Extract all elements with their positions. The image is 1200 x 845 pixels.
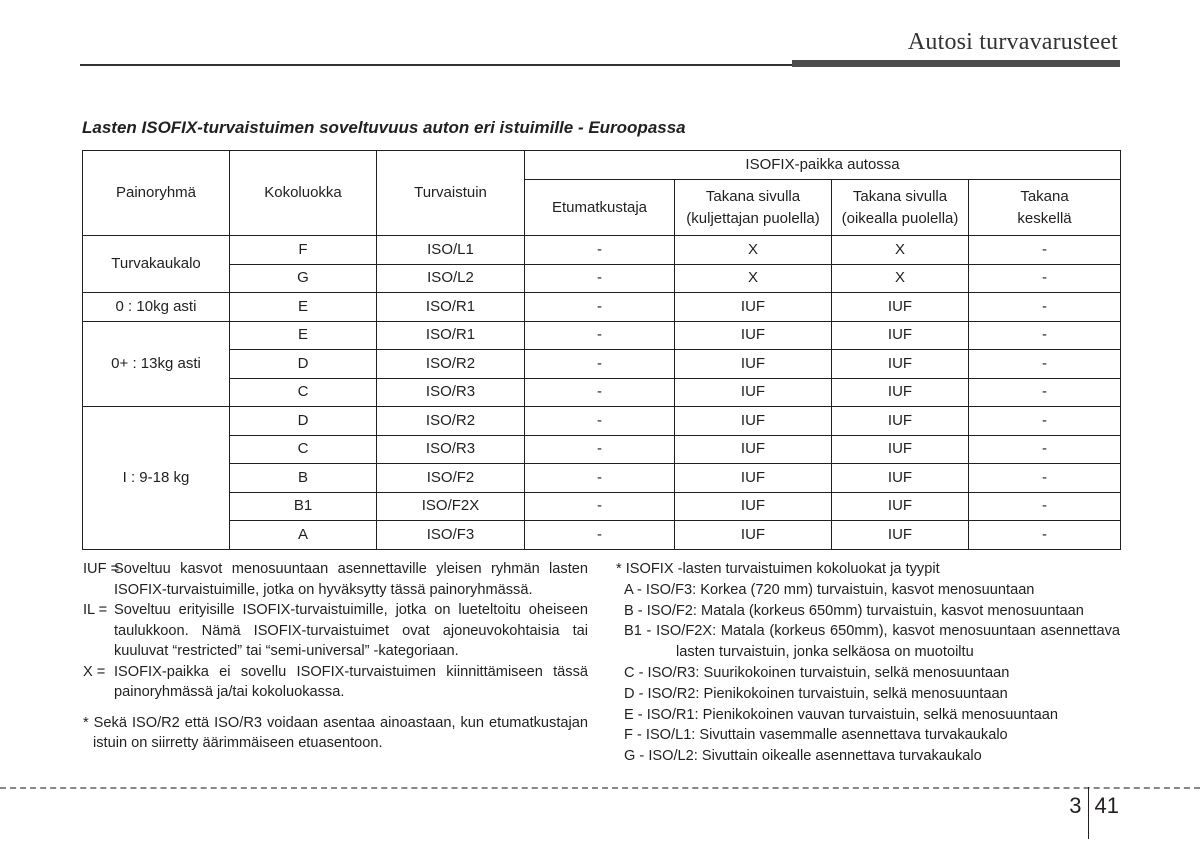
table-cell: ISO/R1 xyxy=(377,321,525,350)
note-text: Soveltuu kasvot menosuuntaan asennettaville yleisen ryhmän lasten ISOFIX-turvaistuimille, jotka on hyväksytty tässä painoryhmässä. xyxy=(114,561,588,598)
table-cell: IUF xyxy=(832,350,969,379)
table-cell: ISO/F2X xyxy=(377,492,525,521)
header-painoryhma: Painoryhmä xyxy=(83,151,230,236)
chapter-number: 3 xyxy=(1069,793,1082,818)
footer-divider xyxy=(0,787,1200,789)
table-row xyxy=(83,378,1121,407)
table-cell: IUF xyxy=(675,350,832,379)
note-key: IUF = xyxy=(83,561,120,577)
table-cell: ISO/R2 xyxy=(377,407,525,436)
table-row xyxy=(83,407,1121,436)
note-key: X = xyxy=(83,663,106,680)
table-cell: IUF xyxy=(832,407,969,436)
table-cell: F xyxy=(230,236,377,265)
table-row xyxy=(83,464,1121,493)
table-row xyxy=(83,521,1121,550)
table-cell: ISO/R2 xyxy=(377,350,525,379)
subheader-isofix-position: Takana sivulla (oikealla puolella) xyxy=(832,180,969,236)
table-cell: IUF xyxy=(832,521,969,550)
table-cell: IUF xyxy=(675,321,832,350)
header-isofix-group: ISOFIX-paikka autossa xyxy=(525,151,1121,180)
size-class-list xyxy=(616,559,1120,767)
table-row xyxy=(83,293,1121,322)
table-cell: - xyxy=(969,321,1121,350)
table-row xyxy=(83,264,1121,293)
page-number-divider xyxy=(1088,787,1089,839)
table-cell: - xyxy=(525,236,675,265)
weight-group-cell: Turvakaukalo xyxy=(83,236,230,293)
table-cell: - xyxy=(525,350,675,379)
subheader-isofix-position: Takana keskellä xyxy=(969,180,1121,236)
table-row xyxy=(83,321,1121,350)
section-title: Lasten ISOFIX-turvaistuimen soveltuvuus auton eri istuimille - Euroopassa xyxy=(82,118,686,137)
legend-notes xyxy=(83,559,588,754)
weight-group-cell: I : 9-18 kg xyxy=(83,407,230,550)
table-cell: C xyxy=(230,378,377,407)
note-footnote: * Sekä ISO/R2 että ISO/R3 voidaan asentaa ainoastaan, kun etumatkustajan istuin on siirretty äärimmäiseen etuasentoon. xyxy=(83,714,588,751)
size-class-item: B - ISO/F2: Matala (korkeus 650mm) turvaistuin, kasvot menosuuntaan xyxy=(624,602,1084,619)
table-cell: X xyxy=(675,236,832,265)
page-number xyxy=(1069,793,1119,839)
header-rule-accent xyxy=(792,60,1120,67)
table-cell: ISO/R3 xyxy=(377,378,525,407)
table-cell: IUF xyxy=(832,293,969,322)
table-cell: C xyxy=(230,435,377,464)
table-cell: IUF xyxy=(675,435,832,464)
table-cell: B xyxy=(230,464,377,493)
table-cell: - xyxy=(969,407,1121,436)
table-cell: X xyxy=(832,236,969,265)
table-cell: IUF xyxy=(675,378,832,407)
size-class-item: D - ISO/R2: Pienikokoinen turvaistuin, selkä menosuuntaan xyxy=(624,685,1008,702)
size-class-item: E - ISO/R1: Pienikokoinen vauvan turvaistuin, selkä menosuuntaan xyxy=(624,706,1059,723)
table-cell: ISO/R1 xyxy=(377,293,525,322)
size-class-item: A - ISO/F3: Korkea (720 mm) turvaistuin, kasvot menosuuntaan xyxy=(624,581,1035,598)
size-class-intro: * ISOFIX -lasten turvaistuimen kokoluokat ja tyypit xyxy=(616,561,940,577)
header-turvaistuin: Turvaistuin xyxy=(377,151,525,236)
table-cell: ISO/F2 xyxy=(377,464,525,493)
table-cell: IUF xyxy=(832,492,969,521)
table-cell: B1 xyxy=(230,492,377,521)
table-cell: D xyxy=(230,407,377,436)
table-cell: - xyxy=(969,378,1121,407)
table-cell: ISO/L2 xyxy=(377,264,525,293)
size-class-item: G - ISO/L2: Sivuttain oikealle asennettava turvakaukalo xyxy=(624,748,982,765)
table-cell: X xyxy=(675,264,832,293)
isofix-table xyxy=(82,150,1121,550)
table-cell: D xyxy=(230,350,377,379)
table-cell: - xyxy=(969,350,1121,379)
table-cell: ISO/F3 xyxy=(377,521,525,550)
table-cell: X xyxy=(832,264,969,293)
table-cell: E xyxy=(230,293,377,322)
size-class-item: B1 - ISO/F2X: Matala (korkeus 650mm), kasvot menosuuntaan asennettava lasten turvaistuin, jonka selkäosa on muotoiltu xyxy=(624,623,1120,661)
weight-group-cell: 0 : 10kg asti xyxy=(83,293,230,322)
table-cell: IUF xyxy=(675,293,832,322)
table-cell: - xyxy=(525,464,675,493)
table-row xyxy=(83,236,1121,265)
page-number-value: 41 xyxy=(1094,793,1119,818)
table-cell: - xyxy=(525,521,675,550)
table-cell: E xyxy=(230,321,377,350)
table-cell: IUF xyxy=(832,464,969,493)
table-cell: IUF xyxy=(832,378,969,407)
table-cell: A xyxy=(230,521,377,550)
table-cell: - xyxy=(525,264,675,293)
table-row xyxy=(83,350,1121,379)
table-cell: ISO/L1 xyxy=(377,236,525,265)
note-key: IL = xyxy=(83,602,108,618)
size-class-item: F - ISO/L1: Sivuttain vasemmalle asennettava turvakaukalo xyxy=(624,727,1008,744)
table-cell: IUF xyxy=(675,407,832,436)
subheader-isofix-position: Etumatkustaja xyxy=(525,180,675,236)
table-cell: - xyxy=(969,464,1121,493)
table-cell: - xyxy=(525,293,675,322)
note-text: Soveltuu erityisille ISOFIX-turvaistuimille, jotka on lueteltoitu oheiseen taulukkoon. Nämä ISOFIX-turvaistuimet ovat ajoneuvokohtaisia tai kuuluvat “restricted” tai “semi-universal” -kategoriaan. xyxy=(114,602,588,659)
table-cell: - xyxy=(969,435,1121,464)
note-iuf xyxy=(83,559,588,600)
table-cell: IUF xyxy=(675,492,832,521)
weight-group-cell: 0+ : 13kg asti xyxy=(83,321,230,407)
note-text: ISOFIX-paikka ei sovellu ISOFIX-turvaistuimen kiinnittämiseen tässä painoryhmässä ja/tai kokoluokassa. xyxy=(114,663,588,700)
table-cell: G xyxy=(230,264,377,293)
table-cell: - xyxy=(525,407,675,436)
table-cell: - xyxy=(969,264,1121,293)
table-cell: - xyxy=(525,435,675,464)
table-cell: - xyxy=(969,293,1121,322)
size-class-item: C - ISO/R3: Suurikokoinen turvaistuin, selkä menosuuntaan xyxy=(624,664,1010,681)
table-row xyxy=(83,492,1121,521)
header-title: Autosi turvavarusteet xyxy=(907,29,1118,55)
subheader-isofix-position: Takana sivulla (kuljettajan puolella) xyxy=(675,180,832,236)
table-cell: IUF xyxy=(675,521,832,550)
table-cell: IUF xyxy=(675,464,832,493)
note-il xyxy=(83,600,588,662)
table-cell: IUF xyxy=(832,321,969,350)
note-x xyxy=(83,662,588,703)
table-cell: - xyxy=(969,236,1121,265)
header-kokoluokka: Kokoluokka xyxy=(230,151,377,236)
table-cell: - xyxy=(969,492,1121,521)
header-rule xyxy=(80,64,795,66)
table-cell: IUF xyxy=(832,435,969,464)
table-cell: ISO/R3 xyxy=(377,435,525,464)
table-cell: - xyxy=(969,521,1121,550)
table-cell: - xyxy=(525,321,675,350)
table-cell: - xyxy=(525,492,675,521)
table-cell: - xyxy=(525,378,675,407)
table-row xyxy=(83,435,1121,464)
